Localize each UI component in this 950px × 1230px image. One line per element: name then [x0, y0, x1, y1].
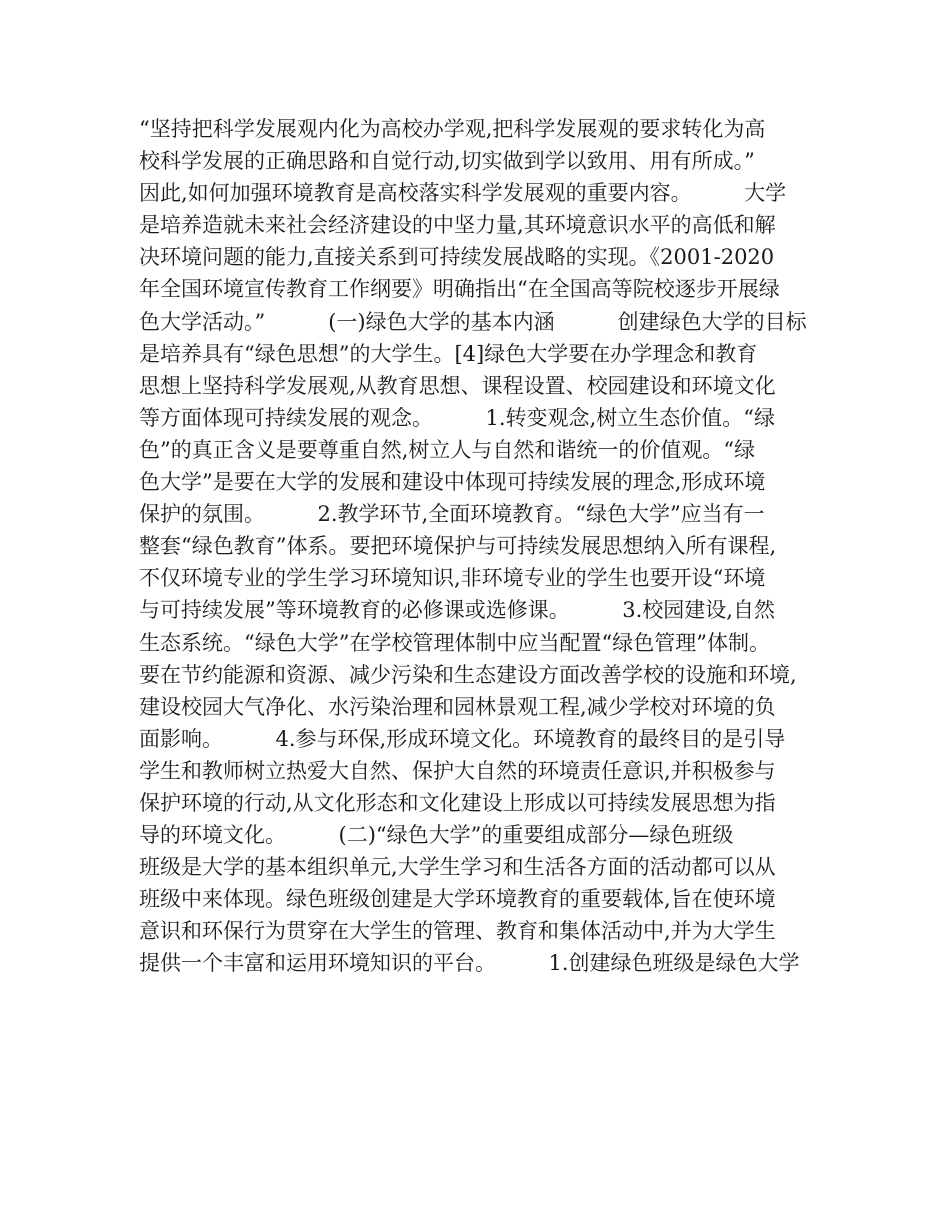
text-line: 班级是大学的基本组织单元,大学生学习和生活各方面的活动都可以从: [139, 855, 776, 880]
text-line: 建设校园大气净化、水污染治理和园林景观工程,减少学校对环境的负: [139, 694, 776, 719]
text-line: 意识和环保行为贯穿在大学生的管理、教育和集体活动中,并为大学生: [139, 919, 776, 944]
text-line: 面影响。 4.参与环保,形成环境文化。环境教育的最终目的是引导: [139, 726, 786, 751]
text-line: 班级中来体现。绿色班级创建是大学环境教育的重要载体,旨在使环境: [139, 887, 776, 912]
text-line: 色大学活动。” (一)绿色大学的基本内涵 创建绿色大学的目标: [139, 309, 807, 334]
text-line: “坚持把科学发展观内化为高校办学观,把科学发展观的要求转化为高: [139, 117, 766, 141]
text-line: 学生和教师树立热爱大自然、保护大自然的环境责任意识,并积极参与: [139, 758, 776, 783]
text-line: 校科学发展的正确思路和自觉行动,切实做到学以致用、用有所成。”: [139, 149, 755, 174]
text-line: 色”的真正含义是要尊重自然,树立人与自然和谐统一的价值观。“绿: [139, 437, 756, 462]
text-line: 决环境问题的能力,直接关系到可持续发展战略的实现。《2001-2020: [139, 245, 775, 270]
text-line: 要在节约能源和资源、减少污染和生态建设方面改善学校的设施和环境,: [139, 662, 797, 687]
text-line: 与可持续发展”等环境教育的必修课或选修课。 3.校园建设,自然: [139, 598, 775, 623]
text-line: 保护环境的行动,从文化形态和文化建设上形成以可持续发展思想为指: [139, 790, 776, 815]
text-line: 等方面体现可持续发展的观念。 1.转变观念,树立生态价值。“绿: [139, 405, 775, 430]
text-line: 年全国环境宣传教育工作纲要》明确指出“在全国高等院校逐步开展绿: [139, 277, 780, 302]
text-line: 提供一个丰富和运用环境知识的平台。 1.创建绿色班级是绿色大学: [139, 951, 800, 976]
text-line: 是培养造就未来社会经济建设的中坚力量,其环境意识水平的高低和解: [139, 213, 776, 238]
text-line: 不仅环境专业的学生学习环境知识,非环境专业的学生也要开设“环境: [139, 566, 766, 591]
text-line: 思想上坚持科学发展观,从教育思想、课程设置、校园建设和环境文化: [139, 373, 776, 398]
text-line: 因此,如何加强环境教育是高校落实科学发展观的重要内容。 大学: [139, 181, 787, 206]
text-line: 整套“绿色教育”体系。要把环境保护与可持续发展思想纳入所有课程,: [139, 534, 777, 559]
text-line: 导的环境文化。 (二)“绿色大学”的重要组成部分—绿色班级: [139, 823, 734, 848]
body-text: [139, 113, 829, 980]
text-line: 色大学”是要在大学的发展和建设中体现可持续发展的理念,形成环境: [139, 470, 766, 495]
text-line: 保护的氛围。 2.教学环节,全面环境教育。“绿色大学”应当有一: [139, 502, 765, 527]
text-line: 是培养具有“绿色思想”的大学生。[4]绿色大学要在办学理念和教育: [139, 341, 758, 366]
text-line: 生态系统。“绿色大学”在学校管理体制中应当配置“绿色管理”体制。: [139, 630, 770, 655]
